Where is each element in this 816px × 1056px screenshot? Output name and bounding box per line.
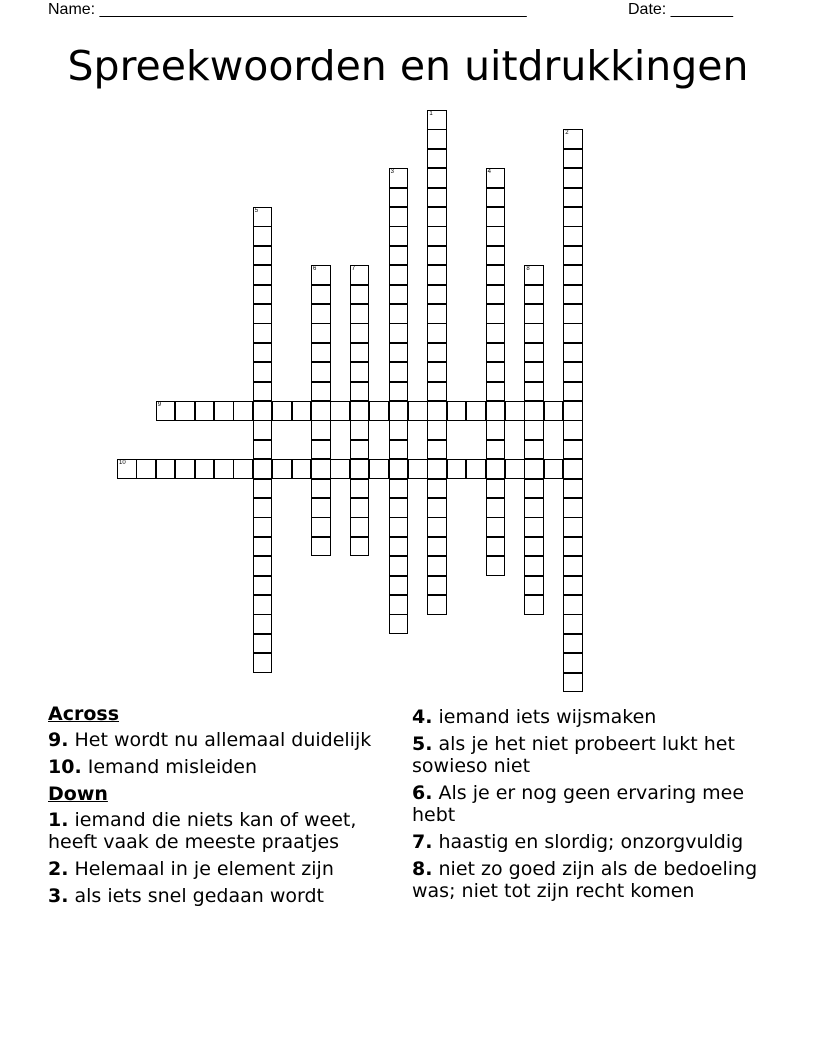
grid-cell[interactable] — [486, 382, 506, 402]
grid-cell[interactable] — [389, 440, 409, 460]
grid-cell[interactable] — [427, 420, 447, 440]
grid-cell[interactable] — [311, 323, 331, 343]
grid-cell[interactable] — [389, 614, 409, 634]
grid-cell[interactable] — [389, 362, 409, 382]
grid-cell[interactable] — [156, 401, 176, 421]
grid-cell[interactable] — [427, 129, 447, 149]
grid-cell[interactable] — [233, 459, 253, 479]
grid-cell[interactable] — [389, 382, 409, 402]
grid-cell[interactable] — [389, 343, 409, 363]
grid-cell[interactable] — [253, 537, 273, 557]
grid-cell[interactable] — [524, 479, 544, 499]
grid-cell[interactable] — [350, 304, 370, 324]
grid-cell[interactable] — [214, 459, 234, 479]
grid-cell[interactable] — [311, 304, 331, 324]
clues-right-column — [412, 702, 772, 907]
grid-cell[interactable] — [350, 420, 370, 440]
grid-cell[interactable] — [524, 595, 544, 615]
grid-cell[interactable] — [311, 382, 331, 402]
clue-down-5: 5. als je het niet probeert lukt het sowieso niet — [412, 733, 735, 777]
grid-cell[interactable] — [427, 110, 447, 130]
clue-across-9: 9. Het wordt nu allemaal duidelijk — [48, 729, 372, 751]
puzzle-title: Spreekwoorden en uitdrukkingen — [67, 42, 749, 90]
clue-down-3: 3. als iets snel gedaan wordt — [48, 885, 324, 907]
date-field[interactable]: Date: _______ — [628, 1, 733, 18]
grid-cell[interactable] — [369, 459, 389, 479]
grid-cell[interactable] — [350, 459, 370, 479]
grid-cell[interactable] — [524, 323, 544, 343]
grid-cell[interactable] — [563, 556, 583, 576]
clue-down-2: 2. Helemaal in je element zijn — [48, 858, 334, 880]
grid-cell[interactable] — [427, 343, 447, 363]
clue-number: 5 — [254, 208, 259, 214]
grid-cell[interactable] — [524, 440, 544, 460]
grid-cell[interactable] — [563, 673, 583, 693]
grid-cell[interactable] — [311, 440, 331, 460]
grid-cell[interactable] — [563, 634, 583, 654]
grid-cell[interactable] — [427, 323, 447, 343]
grid-cell[interactable] — [563, 362, 583, 382]
grid-cell[interactable] — [311, 362, 331, 382]
grid-cell[interactable] — [524, 498, 544, 518]
grid-cell[interactable] — [486, 246, 506, 266]
grid-cell[interactable] — [524, 343, 544, 363]
grid-cell[interactable] — [563, 382, 583, 402]
grid-cell[interactable] — [389, 246, 409, 266]
grid-cell[interactable] — [253, 246, 273, 266]
grid-cell[interactable] — [311, 265, 331, 285]
grid-cell[interactable] — [350, 382, 370, 402]
grid-cell[interactable] — [486, 420, 506, 440]
grid-cell[interactable] — [524, 537, 544, 557]
grid-cell[interactable] — [369, 401, 389, 421]
grid-cell[interactable] — [544, 459, 564, 479]
grid-cell[interactable] — [486, 498, 506, 518]
grid-cell[interactable] — [563, 517, 583, 537]
grid-cell[interactable] — [350, 265, 370, 285]
grid-cell[interactable] — [408, 459, 428, 479]
grid-cell[interactable] — [175, 401, 195, 421]
grid-cell[interactable] — [563, 149, 583, 169]
grid-cell[interactable] — [350, 323, 370, 343]
grid-cell[interactable] — [563, 653, 583, 673]
grid-cell[interactable] — [486, 265, 506, 285]
grid-cell[interactable] — [330, 459, 350, 479]
grid-cell[interactable] — [195, 401, 215, 421]
grid-cell[interactable] — [486, 285, 506, 305]
grid-cell[interactable] — [253, 207, 273, 227]
grid-cell[interactable] — [563, 265, 583, 285]
grid-cell[interactable] — [350, 362, 370, 382]
grid-cell[interactable] — [563, 129, 583, 149]
grid-cell[interactable] — [311, 479, 331, 499]
grid-cell[interactable] — [389, 576, 409, 596]
grid-cell[interactable] — [563, 168, 583, 188]
grid-cell[interactable] — [156, 459, 176, 479]
grid-cell[interactable] — [427, 246, 447, 266]
clue-across-10: 10. Iemand misleiden — [48, 756, 258, 778]
grid-cell[interactable] — [272, 401, 292, 421]
grid-cell[interactable] — [175, 459, 195, 479]
grid-cell[interactable] — [486, 479, 506, 499]
grid-cell[interactable] — [311, 537, 331, 557]
grid-cell[interactable] — [311, 498, 331, 518]
grid-cell[interactable] — [292, 401, 312, 421]
grid-cell[interactable] — [486, 537, 506, 557]
grid-cell[interactable] — [486, 226, 506, 246]
grid-cell[interactable] — [427, 285, 447, 305]
grid-cell[interactable] — [544, 401, 564, 421]
grid-cell[interactable] — [389, 595, 409, 615]
clue-number: 7 — [351, 266, 356, 273]
grid-cell[interactable] — [563, 420, 583, 440]
grid-cell[interactable] — [427, 537, 447, 557]
grid-cell[interactable] — [233, 401, 253, 421]
grid-cell[interactable] — [253, 382, 273, 402]
grid-cell[interactable] — [486, 323, 506, 343]
grid-cell[interactable] — [486, 440, 506, 460]
grid-cell[interactable] — [486, 188, 506, 208]
clue-number: 8 — [526, 266, 530, 273]
grid-cell[interactable] — [563, 285, 583, 305]
grid-cell[interactable] — [311, 459, 331, 479]
grid-cell[interactable] — [427, 149, 447, 169]
grid-cell[interactable] — [195, 459, 215, 479]
grid-cell[interactable] — [427, 498, 447, 518]
grid-cell[interactable] — [563, 614, 583, 634]
grid-cell[interactable] — [330, 401, 350, 421]
grid-cell[interactable] — [563, 401, 583, 421]
grid-cell[interactable] — [350, 440, 370, 460]
grid-cell[interactable] — [253, 285, 273, 305]
clue-number: 6 — [313, 266, 317, 273]
grid-cell[interactable] — [389, 168, 409, 188]
grid-cell[interactable] — [563, 323, 583, 343]
grid-cell[interactable] — [524, 362, 544, 382]
grid-cell[interactable] — [524, 401, 544, 421]
grid-cell[interactable] — [427, 401, 447, 421]
clue-number: 2 — [565, 130, 569, 137]
grid-cell[interactable] — [505, 459, 525, 479]
grid-cell[interactable] — [486, 207, 506, 227]
grid-cell[interactable] — [350, 343, 370, 363]
grid-cell[interactable] — [563, 479, 583, 499]
grid-cell[interactable] — [389, 285, 409, 305]
grid-cell[interactable] — [427, 188, 447, 208]
grid-cell[interactable] — [350, 537, 370, 557]
grid-cell[interactable] — [524, 265, 544, 285]
clue-number: 1 — [429, 111, 433, 117]
clue-number: 10 — [119, 460, 126, 467]
grid-cell[interactable] — [563, 188, 583, 208]
grid-cell[interactable] — [311, 420, 331, 440]
grid-cell[interactable] — [311, 343, 331, 363]
grid-cell[interactable] — [524, 459, 544, 479]
grid-cell[interactable] — [389, 226, 409, 246]
clue-down-7: 7. haastig en slordig; onzorgvuldig — [412, 831, 744, 853]
grid-cell[interactable] — [563, 226, 583, 246]
grid-cell[interactable] — [427, 440, 447, 460]
grid-cell[interactable] — [427, 479, 447, 499]
grid-cell[interactable] — [427, 556, 447, 576]
grid-cell[interactable] — [253, 226, 273, 246]
grid-cell[interactable] — [350, 498, 370, 518]
grid-cell[interactable] — [486, 459, 506, 479]
grid-cell[interactable] — [253, 614, 273, 634]
clue-number: 3 — [390, 169, 394, 176]
clue-number: 9 — [157, 402, 162, 408]
grid-cell[interactable] — [563, 207, 583, 227]
grid-cell[interactable] — [486, 362, 506, 382]
grid-cell[interactable] — [253, 304, 273, 324]
grid-cell[interactable] — [389, 537, 409, 557]
grid-cell[interactable] — [524, 285, 544, 305]
grid-cell[interactable] — [253, 343, 273, 363]
grid-cell[interactable] — [427, 595, 447, 615]
clue-down-8: 8. niet zo goed zijn als de bedoeling was; niet tot zijn recht komen — [412, 858, 758, 902]
grid-cell[interactable] — [524, 576, 544, 596]
grid-cell[interactable] — [563, 576, 583, 596]
grid-cell[interactable] — [311, 401, 331, 421]
grid-cell[interactable] — [350, 517, 370, 537]
grid-cell[interactable] — [563, 595, 583, 615]
grid-cell[interactable] — [389, 265, 409, 285]
grid-cell[interactable] — [486, 304, 506, 324]
grid-cell[interactable] — [311, 517, 331, 537]
grid-cell[interactable] — [563, 459, 583, 479]
grid-cell[interactable] — [466, 459, 486, 479]
grid-cell[interactable] — [486, 168, 506, 188]
grid-cell[interactable] — [136, 459, 156, 479]
grid-cell[interactable] — [486, 343, 506, 363]
grid-cell[interactable] — [563, 343, 583, 363]
grid-cell[interactable] — [427, 517, 447, 537]
grid-cell[interactable] — [427, 459, 447, 479]
grid-cell[interactable] — [253, 440, 273, 460]
grid-cell[interactable] — [389, 556, 409, 576]
grid-cell[interactable] — [117, 459, 137, 479]
clue-number: 4 — [487, 169, 491, 176]
grid-cell[interactable] — [563, 537, 583, 557]
grid-cell[interactable] — [292, 459, 312, 479]
grid-cell[interactable] — [389, 498, 409, 518]
grid-cell[interactable] — [389, 304, 409, 324]
grid-cell[interactable] — [524, 420, 544, 440]
grid-cell[interactable] — [427, 362, 447, 382]
grid-cell[interactable] — [486, 517, 506, 537]
grid-cell[interactable] — [389, 420, 409, 440]
grid-cell[interactable] — [253, 498, 273, 518]
grid-cell[interactable] — [253, 595, 273, 615]
grid-cell[interactable] — [350, 479, 370, 499]
grid-cell[interactable] — [253, 459, 273, 479]
grid-cell[interactable] — [447, 401, 467, 421]
grid-cell[interactable] — [427, 304, 447, 324]
grid-cell[interactable] — [253, 401, 273, 421]
grid-cell[interactable] — [427, 576, 447, 596]
grid-cell[interactable] — [524, 304, 544, 324]
grid-cell[interactable] — [311, 285, 331, 305]
grid-cell[interactable] — [563, 440, 583, 460]
grid-cell[interactable] — [389, 323, 409, 343]
grid-cell[interactable] — [253, 265, 273, 285]
grid-cell[interactable] — [486, 556, 506, 576]
grid-cell[interactable] — [427, 207, 447, 227]
grid-cell[interactable] — [389, 401, 409, 421]
down-heading: Down — [48, 783, 108, 805]
grid-cell[interactable] — [272, 459, 292, 479]
grid-cell[interactable] — [253, 323, 273, 343]
grid-cell[interactable] — [563, 498, 583, 518]
grid-cell[interactable] — [350, 401, 370, 421]
grid-cell[interactable] — [253, 517, 273, 537]
grid-cell[interactable] — [389, 479, 409, 499]
grid-cell[interactable] — [524, 382, 544, 402]
grid-cell[interactable] — [408, 401, 428, 421]
grid-cell[interactable] — [524, 556, 544, 576]
grid-cell[interactable] — [524, 517, 544, 537]
grid-cell[interactable] — [486, 401, 506, 421]
grid-cell[interactable] — [389, 459, 409, 479]
grid-cell[interactable] — [427, 168, 447, 188]
grid-cell[interactable] — [389, 207, 409, 227]
grid-cell[interactable] — [389, 188, 409, 208]
grid-cell[interactable] — [505, 401, 525, 421]
grid-cell[interactable] — [350, 285, 370, 305]
grid-cell[interactable] — [253, 420, 273, 440]
grid-cell[interactable] — [253, 634, 273, 654]
grid-cell[interactable] — [427, 265, 447, 285]
grid-cell[interactable] — [427, 382, 447, 402]
grid-cell[interactable] — [563, 246, 583, 266]
grid-cell[interactable] — [214, 401, 234, 421]
name-field[interactable]: Name: ________________________________________________ — [48, 1, 527, 18]
grid-cell[interactable] — [253, 479, 273, 499]
grid-cell[interactable] — [466, 401, 486, 421]
grid-cell[interactable] — [427, 226, 447, 246]
grid-cell[interactable] — [253, 556, 273, 576]
clue-down-6: 6. Als je er nog geen ervaring mee hebt — [412, 782, 745, 826]
grid-cell[interactable] — [389, 517, 409, 537]
clue-down-4: 4. iemand iets wijsmaken — [412, 706, 657, 728]
grid-cell[interactable] — [253, 576, 273, 596]
clue-down-1: 1. iemand die niets kan of weet, heeft vaak de meeste praatjes — [48, 809, 357, 853]
grid-cell[interactable] — [253, 653, 273, 673]
grid-cell[interactable] — [253, 362, 273, 382]
grid-cell[interactable] — [447, 459, 467, 479]
grid-cell[interactable] — [563, 304, 583, 324]
across-heading: Across — [48, 703, 120, 725]
clues-left-column — [48, 702, 378, 912]
